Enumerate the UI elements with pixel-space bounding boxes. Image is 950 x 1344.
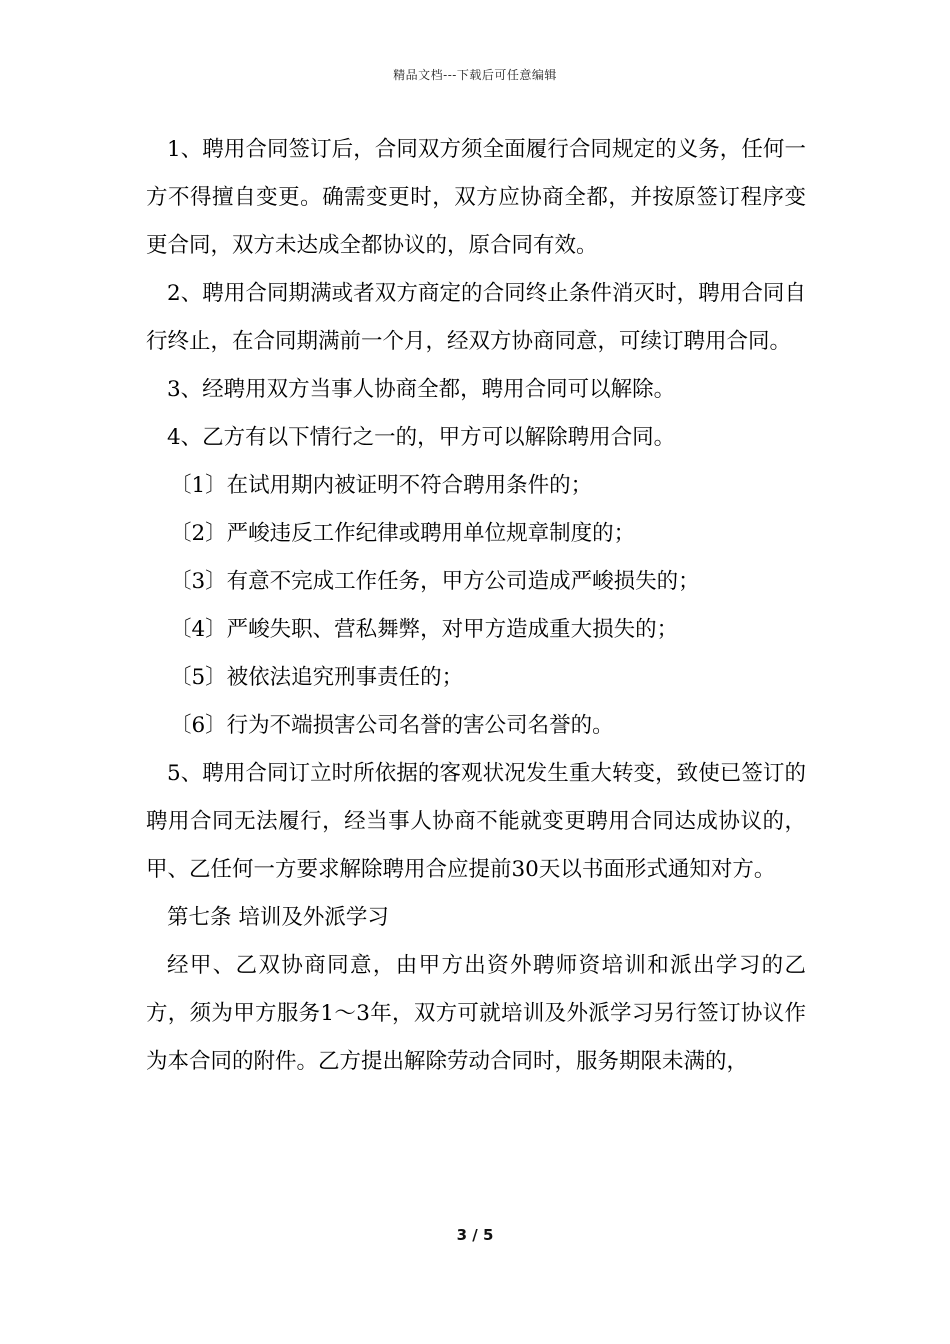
- list-item: 〔1〕在试用期内被证明不符合聘用条件的；: [170, 473, 593, 498]
- clause-paragraph: 4、乙方有以下情行之一的，甲方可以解除聘用合同。: [167, 425, 676, 450]
- document-body: [146, 126, 806, 1086]
- page-number: 3 / 5: [456, 1226, 494, 1244]
- list-item: 〔3〕有意不完成工作任务，甲方公司造成严峻损失的；: [170, 569, 700, 594]
- list-item: 〔2〕严峻违反工作纪律或聘用单位规章制度的；: [170, 521, 636, 546]
- list-item: 〔5〕被依法追究刑事责任的；: [170, 665, 464, 690]
- clause-paragraph: 1、聘用合同签订后，合同双方须全面履行合同规定的义务，任何一方不得擅自变更。确需变更时，双方应协商全都，并按原签订程序变更合同，双方未达成全都协议的，原合同有效。: [146, 137, 806, 258]
- clause-paragraph: 5、聘用合同订立时所依据的客观状况发生重大转变，致使已签订的聘用合同无法履行，经当事人协商不能就变更聘用合同达成协议的，甲、乙任何一方要求解除聘用合应提前30天以书面形式通知对方。: [146, 761, 806, 882]
- clause-paragraph: 经甲、乙双协商同意，由甲方出资外聘师资培训和派出学习的乙方，须为甲方服务1～3年，双方可就培训及外派学习另行签订协议作为本合同的附件。乙方提出解除劳动合同时，服务期限未满的，: [146, 953, 806, 1074]
- list-item: 〔4〕严峻失职、营私舞弊，对甲方造成重大损失的；: [170, 617, 679, 642]
- page-header: 精品文档---下载后可任意编辑: [393, 68, 557, 82]
- article-heading: 第七条 培训及外派学习: [167, 905, 389, 930]
- clause-paragraph: 2、聘用合同期满或者双方商定的合同终止条件消灭时，聘用合同自行终止，在合同期满前一个月，经双方协商同意，可续订聘用合同。: [146, 281, 806, 354]
- list-item: 〔6〕行为不端损害公司名誉的害公司名誉的。: [170, 713, 614, 738]
- clause-paragraph: 3、经聘用双方当事人协商全都，聘用合同可以解除。: [167, 377, 676, 402]
